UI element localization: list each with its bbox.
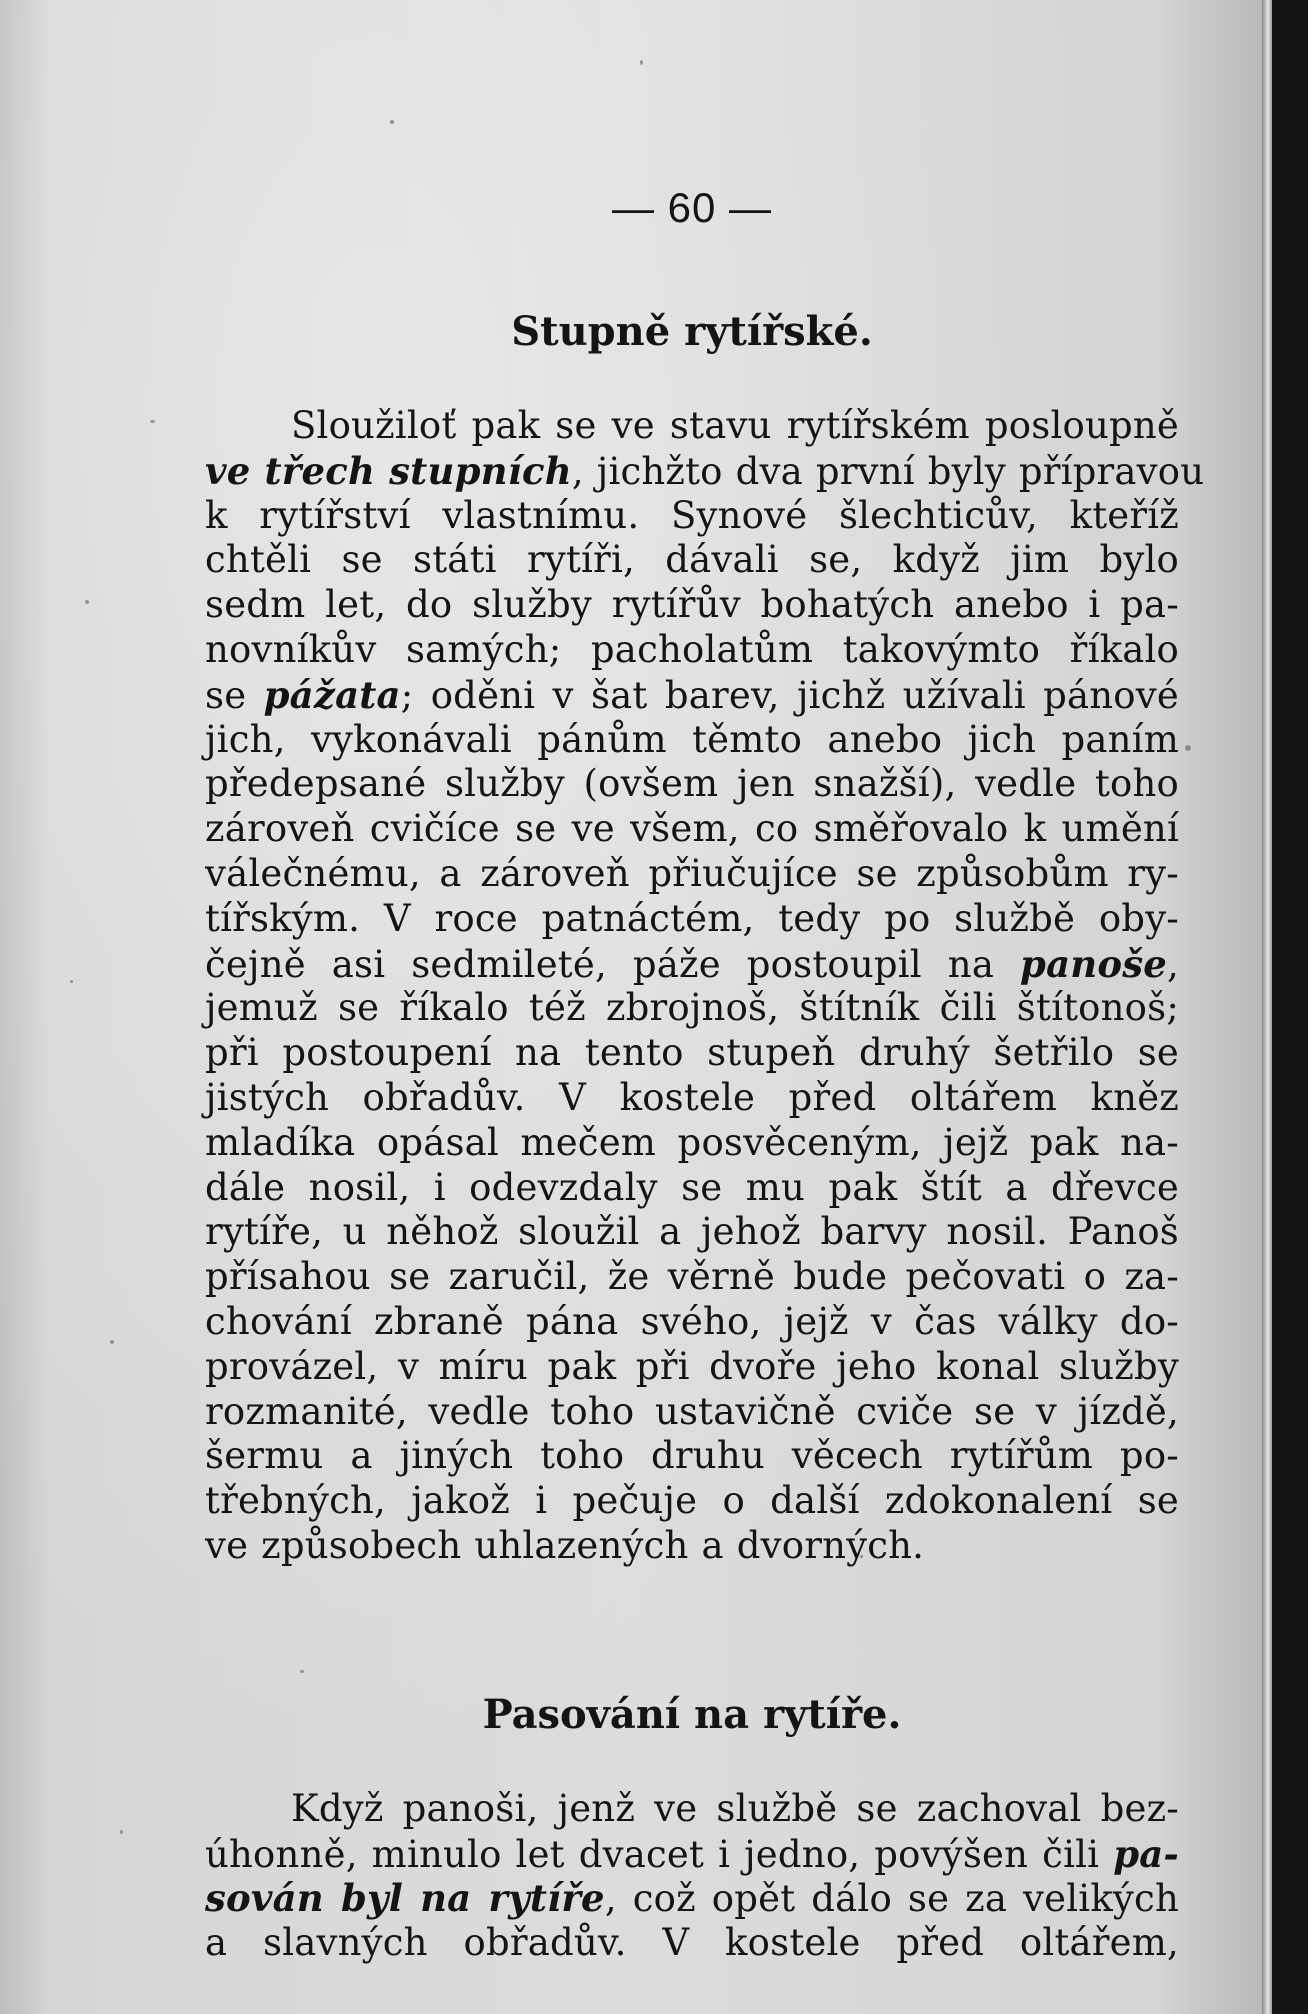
- text-line: a slavných obřadův. V kostele před oltářem,: [205, 1921, 1179, 1965]
- text-line: provázel, v míru pak při dvoře jeho konal služby: [205, 1344, 1179, 1388]
- text-line: rytíře, u něhož sloužil a jehož barvy nosil. Panoš: [205, 1210, 1179, 1254]
- scan-dark-edge: [1272, 0, 1308, 2014]
- text-line: mladíka opásal mečem posvěceným, jejž pak na-: [205, 1120, 1179, 1164]
- text-line: chtěli se státi rytíři, dávali se, když jim bylo: [205, 538, 1179, 582]
- emphasis: pážata: [263, 672, 401, 717]
- text-line: k rytířství vlastnímu. Synové šlechticův, kteříž: [205, 493, 1179, 537]
- text-line: třebných, jakož i pečuje o další zdokonalení se: [205, 1479, 1179, 1523]
- speck: [150, 420, 155, 423]
- text-line: šermu a jiných toho druhu věcech rytířům po-: [205, 1434, 1179, 1478]
- emphasis: sován byl na rytíře: [205, 1876, 605, 1921]
- text-line: novníkův samých; pacholatům takovýmto říkalo: [205, 627, 1179, 671]
- emphasis: pa-: [1113, 1831, 1179, 1876]
- section-heading-knighting: Pasování na rytíře.: [482, 1690, 902, 1738]
- text-line: dále nosil, i odevzdaly se mu pak štít a dřevce: [205, 1165, 1179, 1209]
- text-run: , což opět dálo se za velikých: [604, 1877, 1179, 1921]
- text-run: , jichžto dva první byly přípravou: [571, 449, 1205, 493]
- text-line: [205, 673, 1179, 718]
- text-run: úhonně, minulo let dvacet i jedno, povýšen čili: [205, 1832, 1114, 1876]
- text-run: ,: [1167, 942, 1179, 986]
- speck: [640, 60, 643, 65]
- text-line: jemuž se říkalo též zbrojnoš, štítník čili štítonoš;: [205, 986, 1179, 1030]
- text-line: tířským. V roce patnáctém, tedy po službě oby-: [205, 896, 1179, 940]
- text-line: sedm let, do služby rytířův bohatých anebo i pa-: [205, 583, 1179, 627]
- text-run: ; oděni v šat barev, jichž užívali pánové: [400, 673, 1179, 717]
- text-line: jich, vykonávali pánům těmto anebo jich paním: [205, 717, 1179, 761]
- text-line: přísahou se zaručil, že věrně bude pečovati o za-: [205, 1255, 1179, 1299]
- text-run: se: [205, 673, 264, 717]
- text-line: jistých obřadův. V kostele před oltářem kněz: [205, 1075, 1179, 1119]
- text-run: čejně asi sedmileté, páže postoupil na: [205, 942, 1021, 986]
- text-line: zároveň cvičíce se ve všem, co směřovalo k umění: [205, 807, 1179, 851]
- text-line: předepsané služby (ovšem jen snažší), vedle toho: [205, 762, 1179, 806]
- text-line: ve způsobech uhlazených a dvorných.: [205, 1523, 925, 1567]
- text-line: [205, 1832, 1179, 1877]
- paragraph-knighting: [205, 1787, 1179, 1966]
- text-line: rozmanité, vedle toho ustavičně cviče se v jízdě,: [205, 1389, 1179, 1433]
- page-content: [205, 180, 1205, 1966]
- speck: [1185, 745, 1191, 751]
- speck: [120, 1830, 123, 1834]
- speck: [70, 980, 73, 983]
- book-spine-edge: [1262, 0, 1272, 2014]
- text-line: [205, 1876, 1179, 1921]
- page-number: — 60 —: [611, 184, 773, 231]
- speck: [110, 1340, 114, 1344]
- emphasis: ve třech stupních: [205, 448, 572, 493]
- emphasis: panoše: [1020, 941, 1168, 986]
- text-line: při postoupení na tento stupeň druhý šetřilo se: [205, 1031, 1179, 1075]
- text-line: chování zbraně pána svého, jejž v čas války do-: [205, 1299, 1179, 1343]
- text-line: Když panoši, jenž ve službě se zachoval bez-: [291, 1786, 1179, 1830]
- text-line: [205, 942, 1179, 987]
- section-heading-knight-ranks: Stupně rytířské.: [511, 308, 873, 355]
- text-line: Sloužiloť pak se ve stavu rytířském posloupně: [291, 404, 1179, 447]
- speck: [390, 120, 394, 124]
- speck: [85, 600, 89, 604]
- paragraph-knight-ranks: [205, 404, 1205, 1569]
- text-line: válečnému, a zároveň přiučujíce se způsobům ry-: [205, 851, 1179, 895]
- text-line: [205, 448, 1205, 494]
